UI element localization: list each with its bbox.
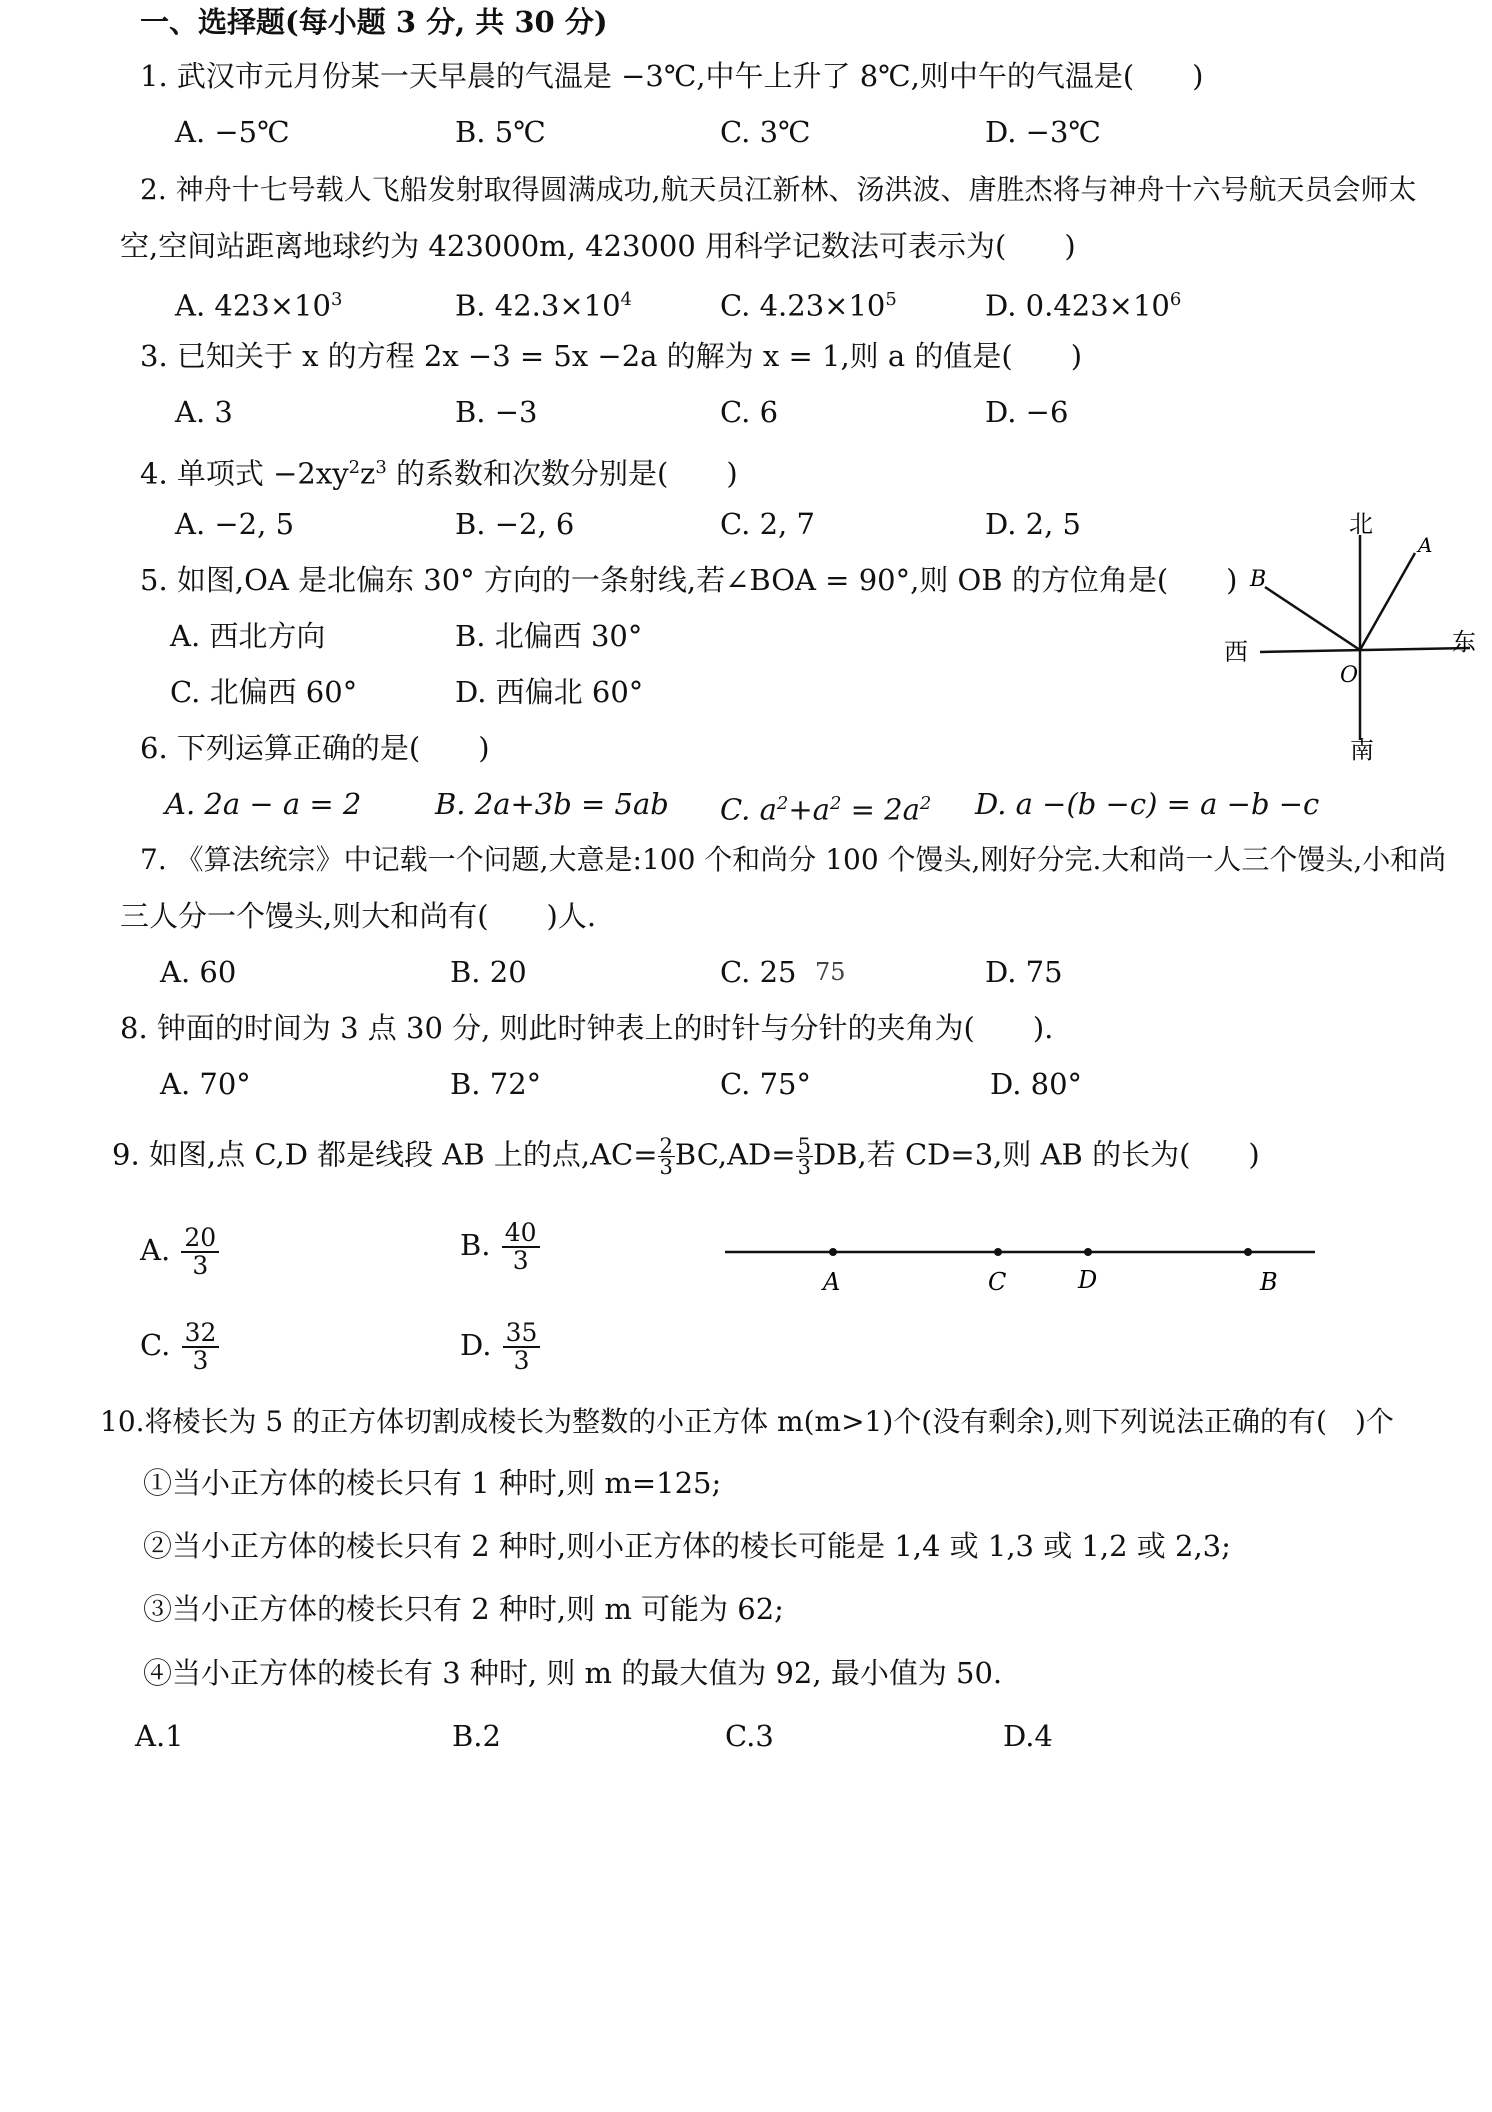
point-d [1084, 1248, 1092, 1256]
q3-option-b: B. −3 [455, 395, 538, 429]
q4-option-a: A. −2, 5 [175, 507, 295, 541]
q4-option-d: D. 2, 5 [985, 507, 1081, 541]
q10-stem: 10.将棱长为 5 的正方体切割成棱长为整数的小正方体 m(m>1)个(没有剩余),则下列说法正确的有( )个 [100, 1405, 1394, 1438]
point-b [1244, 1248, 1252, 1256]
q7-option-a: A. 60 [160, 955, 237, 989]
q9-option-b: B. $\frac{40}{3}$ [460, 1220, 542, 1274]
q10-option-b: B.2 [452, 1719, 501, 1753]
label-a: A [1418, 533, 1433, 557]
point-a [829, 1248, 837, 1256]
ray-ob [1265, 587, 1360, 650]
q1-option-a: A. −5℃ [175, 115, 290, 149]
q10-statement-3: ③当小正方体的棱长只有 2 种时,则 m 可能为 62; [143, 1592, 784, 1626]
q5-option-c: C. 北偏西 60° [170, 675, 358, 709]
q2-stem-line2: 空,空间站距离地球约为 423000m, 423000 用科学记数法可表示为( ) [120, 229, 1076, 263]
label-point-a: A [823, 1268, 841, 1296]
label-west: 西 [1224, 638, 1248, 666]
q1-option-c: C. 3℃ [720, 115, 811, 149]
q3-option-c: C. 6 [720, 395, 779, 429]
q6-option-d: D. a −(b −c) = a −b −c [975, 787, 1320, 821]
label-point-b: B [1260, 1268, 1278, 1296]
q8-option-b: B. 72° [450, 1067, 542, 1101]
west-east-axis [1260, 648, 1470, 652]
q10-option-a: A.1 [135, 1719, 184, 1753]
q9-option-a: A. $\frac{20}{3}$ [140, 1225, 221, 1279]
q6-stem: 6. 下列运算正确的是( ) [140, 731, 490, 765]
q3-option-d: D. −6 [985, 395, 1069, 429]
q5-option-a: A. 西北方向 [170, 619, 326, 653]
q6-option-a: A. 2a − a = 2 [165, 787, 362, 821]
q7-handwritten-note: 75 [815, 958, 846, 986]
q2-option-a: A. $423\times 10^3$ [175, 288, 343, 323]
q7-stem-line2: 三人分一个馒头,则大和尚有( )人. [120, 899, 597, 933]
q8-option-d: D. 80° [990, 1067, 1083, 1101]
label-o: O [1340, 663, 1359, 688]
fraction-2-3: $\frac{2}{3}$ [659, 1134, 673, 1179]
label-point-c: C [988, 1268, 1007, 1296]
q2-option-b: B. $42.3\times 10^4$ [455, 288, 632, 323]
ray-oa [1360, 553, 1415, 650]
q6-option-b: B. 2a+3b = 5ab [435, 787, 669, 821]
q7-option-b: B. 20 [450, 955, 527, 989]
label-point-d: D [1078, 1266, 1098, 1294]
q10-statement-1: ①当小正方体的棱长只有 1 种时,则 m=125; [143, 1466, 722, 1500]
label-south: 南 [1350, 736, 1374, 764]
q9-stem: 9. 如图,点 C,D 都是线段 AB 上的点,AC= $\frac{2}{3}$ BC,AD= $\frac{5}{3}$ DB,若 CD=3,则 AB 的长为( ) [112, 1134, 1260, 1179]
q6-option-c: C. $a^2+a^2 = 2a^2$ [720, 792, 932, 827]
q10-option-d: D.4 [1003, 1719, 1053, 1753]
point-c [994, 1248, 1002, 1256]
q7-option-d: D. 75 [985, 955, 1063, 989]
q1-stem: 1. 武汉市元月份某一天早晨的气温是 −3℃,中午上升了 8℃,则中午的气温是( ) [140, 59, 1204, 93]
q10-statement-4: ④当小正方体的棱长有 3 种时, 则 m 的最大值为 92, 最小值为 50. [143, 1656, 1003, 1690]
q7-option-c: C. 25 [720, 955, 797, 989]
q2-option-c: C. $4.23\times 10^5$ [720, 288, 897, 323]
q5-stem: 5. 如图,OA 是北偏东 30° 方向的一条射线,若∠BOA = 90°,则 OB 的方位角是( ) [140, 563, 1238, 597]
label-east: 东 [1452, 628, 1476, 656]
q4-option-b: B. −2, 6 [455, 507, 575, 541]
q8-option-a: A. 70° [160, 1067, 251, 1101]
q10-statement-2: ②当小正方体的棱长只有 2 种时,则小正方体的棱长可能是 1,4 或 1,3 或 1,2 或 2,3; [143, 1529, 1231, 1563]
q9-segment-figure [715, 1232, 1325, 1302]
q1-option-d: D. −3℃ [985, 115, 1101, 149]
q10-option-c: C.3 [725, 1719, 774, 1753]
q5-option-b: B. 北偏西 30° [455, 619, 643, 653]
q3-stem: 3. 已知关于 x 的方程 2x −3 = 5x −2a 的解为 x = 1,则 a 的值是( ) [140, 339, 1083, 373]
q4-option-c: C. 2, 7 [720, 507, 815, 541]
q9-option-c: C. $\frac{32}{3}$ [140, 1320, 221, 1374]
q3-option-a: A. 3 [175, 395, 233, 429]
label-b: B [1250, 567, 1267, 592]
q8-stem: 8. 钟面的时间为 3 点 30 分, 则此时钟表上的时针与分针的夹角为( ). [120, 1011, 1054, 1045]
fraction-5-3: $\frac{5}{3}$ [797, 1134, 811, 1179]
q1-option-b: B. 5℃ [455, 115, 546, 149]
q5-compass-figure [1220, 510, 1480, 770]
label-north: 北 [1349, 510, 1373, 538]
q2-option-d: D. $0.423\times 10^6$ [985, 288, 1182, 323]
q7-stem-line1: 7. 《算法统宗》中记载一个问题,大意是:100 个和尚分 100 个馒头,刚好分完.大和尚一人三个馒头,小和尚 [140, 843, 1447, 876]
q9-option-d: D. $\frac{35}{3}$ [460, 1320, 542, 1374]
section-title: 一、选择题(每小题 3 分, 共 30 分) [140, 5, 608, 39]
q5-option-d: D. 西偏北 60° [455, 675, 644, 709]
q8-option-c: C. 75° [720, 1067, 811, 1101]
q2-stem-line1: 2. 神舟十七号载人飞船发射取得圆满成功,航天员江新林、汤洪波、唐胜杰将与神舟十六号航天员会师太 [140, 173, 1417, 206]
q4-stem: 4. 单项式 $-2xy^2z^3$ 的系数和次数分别是( ) [140, 456, 738, 491]
